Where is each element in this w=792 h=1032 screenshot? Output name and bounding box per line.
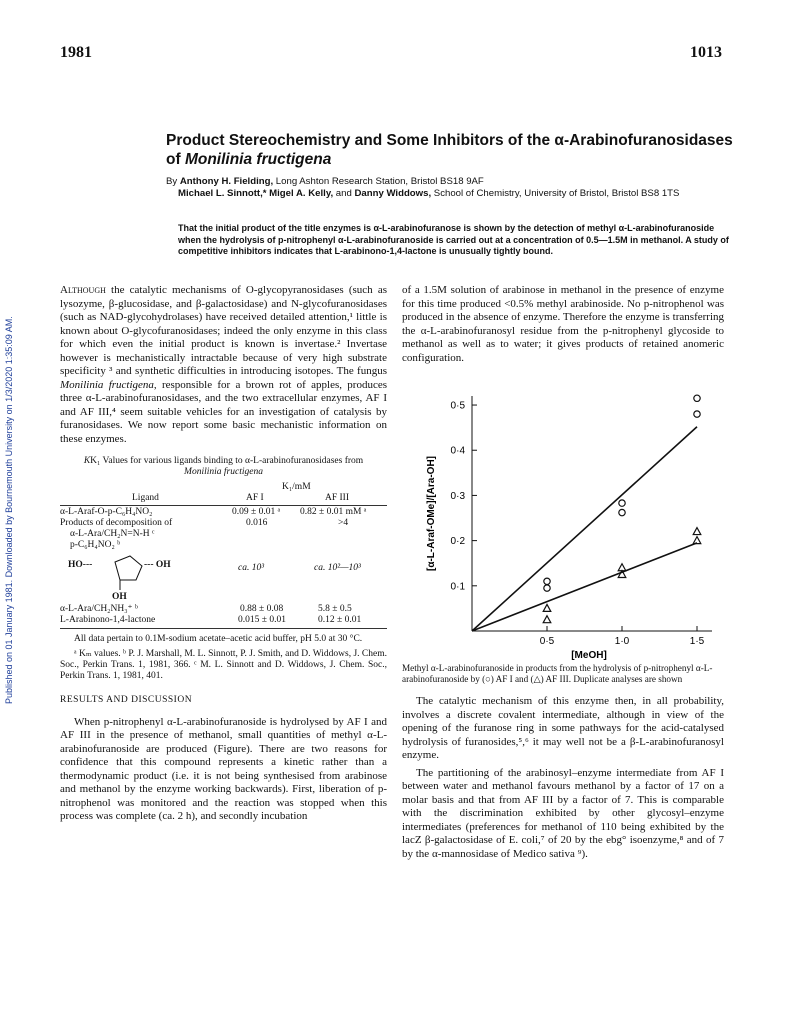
results-paragraph: When p-nitrophenyl α-L-arabinofuranoside is hydrolysed by AF I and AF III in the presence of methanol, small quantities of methyl α-L-arabinofuranoside are produced (Figure). There are two reasons for confidence that this compound represents a kinetic rather than a thermodynamic product (i.e. it is not being synthesised from arabinose and methanol by the enzyme working backwards). First, liberation of p-nitrophenol was monitored and the reaction was stopped when this process was complete (ca. 2 h), and secondly incubation (60, 715, 387, 822)
table-unit: K₁/mM (282, 482, 311, 492)
page-year: 1981 (60, 44, 92, 61)
table-cell: 5.8 ± 0.5 (318, 604, 352, 614)
figure-chart (402, 381, 722, 661)
y-tick-label: 0·4 (450, 445, 465, 457)
data-point-af1 (619, 509, 625, 515)
authors-block: By Anthony H. Fielding, Long Ashton Research Station, Bristol BS18 9AF Michael L. Sinnott,* Migel A. Kelly, and Danny Widdows, School of Chemistry, University of Bristol, Bristol BS8 1TS (166, 176, 680, 199)
table-footnotes: ᵃ Kₘ values. ᵇ P. J. Marshall, M. L. Sinnott, P. J. Smith, and D. Widdows, J. Chem. Soc., Perkin Trans. 1, 1981, 366. ᶜ M. L. Sinnott and D. Widdows, J. Chem. Soc., Perkin Trans. 1, 1981, 401. (60, 649, 387, 681)
left-column (60, 284, 387, 824)
col-ligand: Ligand (132, 493, 159, 503)
structure-label: --- OH (144, 560, 171, 570)
data-point-af1 (544, 585, 550, 591)
y-tick-label: 0·1 (450, 581, 465, 593)
table-cell: 0.09 ± 0.01 ᵃ (232, 507, 281, 517)
section-heading: RESULTS AND DISCUSSION (60, 695, 193, 705)
data-point-af3 (693, 537, 701, 544)
x-tick-label: 1·0 (614, 636, 630, 647)
structure-label: OH (112, 592, 127, 602)
data-point-af1 (619, 500, 625, 506)
fit-line-af-iii (472, 543, 697, 631)
data-point-af1 (694, 395, 700, 401)
table-cell: ca. 10³ (238, 563, 265, 573)
table-row: α-L-Ara/CH₂NH₃⁺ ᵇ (60, 604, 138, 614)
table-row: α-L-Ara/CH₂N=N-H ᶜ (70, 529, 155, 539)
fit-line-af-i (472, 427, 697, 631)
right-paragraph-1: of a 1.5M solution of arabinose in methanol in the presence of enzyme for this time produced <0.5% methyl arabinoside. No p-nitrophenol was produced in the absence of enzyme. Therefore the enzyme is transferring the α-L-arabinofuranosyl residue from the p-nitrophenyl glycoside to methanol as well as to water; it gives products of retained anomeric configuration. (402, 284, 724, 364)
table-row: α-L-Araf-O-p-C₆H₄NO₂ (60, 507, 153, 517)
table-row: p-C₆H₄NO₂ ᵇ (70, 540, 121, 550)
table-row: L-Arabinono-1,4-lactone (60, 615, 156, 625)
table-note: All data pertain to 0.1M-sodium acetate–acetic acid buffer, pH 5.0 at 30 °C. (74, 634, 363, 644)
right-paragraph-3: The partitioning of the arabinosyl–enzyme intermediate from AF I between water and methanol favours methanol by a factor of 17 on a molar basis and that from AF III by a factor of 7. This is comparable with the discrimination exhibited by other glycosyl–enzyme intermediates (preferences for methanol of 110 being exhibited by the lacZ β-galactosidase of E. coli,⁷ of 20 by the ebg° isoenzyme,⁸ and of 7 by the α-mannosidase of Medico sativa ⁹). (402, 766, 724, 860)
intro-paragraph: Although the catalytic mechanisms of O-glycopyranosidases (such as lysozyme, β-glucosidase, and β-galactosidase) and N-glycofuranosidases (such as NAD-glycohydrolases) have received detailed attention,¹ little is known about O-glycofuranosidases; indeed the only enzyme in this class for which even the initial product is known is invertase.² Invertase however is mechanistically intractable because of very high substrate specificity ³ and synthetic difficulties in introducing isotopes. The fungus Monilinia fructigena, responsible for a brown rot of apples, produces three α-L-arabinofuranosidases, and the two extracellular enzymes, AF I and AF III,⁴ seem suitable vehicles for an investigation of catalysis by furanosidases. We now report some basic mechanistic information on these enzymes. (60, 284, 388, 445)
y-tick-label: 0·2 (450, 536, 465, 548)
right-paragraph-2: The catalytic mechanism of this enzyme then, in all probability, involves a discrete covalent intermediate, although in view of the opening of the furanose ring in some pathways for the acid-catalysed hydrolysis of furanosides,⁵,⁶ it may well not be a β-L-arabinofuranosyl enzyme. (402, 695, 724, 761)
data-point-af3 (543, 616, 551, 623)
table-cell: ca. 10²—10³ (314, 563, 361, 573)
x-tick-label: 1·5 (689, 636, 705, 647)
table-cell: 0.88 ± 0.08 (240, 604, 284, 614)
ki-table (60, 482, 387, 632)
col-af1: AF I (246, 493, 264, 503)
table-caption: KK₁ Values for various ligands binding to α-L-arabinofuranosidases from Monilinia fructigena (83, 456, 364, 477)
data-point-af3 (693, 528, 701, 535)
table-cell: 0.016 (246, 518, 268, 528)
figure-caption: Methyl α-L-arabinofuranoside in products from the hydrolysis of p-nitrophenyl α-L-arabinofuranoside by (○) AF I and (△) AF III. Duplicate analyses are shown (402, 663, 713, 684)
download-watermark: Published on 01 January 1981. Downloaded by Bournemouth University on 1/3/2020 1:35:09 AM. (4, 316, 14, 704)
data-point-af3 (543, 604, 551, 611)
y-axis-label: [α-L-Araf-OMe]/[Ara-OH] (426, 455, 437, 572)
structure-label: HO--- (68, 560, 93, 570)
abstract: That the initial product of the title enzymes is α-L-arabinofuranose is shown by the detection of methyl α-L-arabinofuranoside when the hydrolysis of p-nitrophenyl α-L-arabinofuranoside is carried out at a concentration of 0.5—1.5M in methanol. A study of competitive inhibitors indicates that L-arabinono-1,4-lactone is unusually tightly bound. (178, 223, 729, 256)
table-cell: 0.015 ± 0.01 (238, 615, 286, 625)
y-tick-label: 0·5 (450, 400, 465, 412)
y-tick-label: 0·3 (450, 490, 465, 502)
table-cell: 0.82 ± 0.01 mM ᵃ (300, 507, 367, 517)
data-point-af1 (694, 411, 700, 417)
x-axis-label: [MeOH] (571, 650, 607, 661)
col-af3: AF III (325, 493, 350, 503)
x-tick-label: 0·5 (539, 636, 555, 647)
right-column (402, 284, 724, 861)
table-row: Products of decomposition of (60, 518, 173, 528)
article-title: Product Stereochemistry and Some Inhibitors of the α-Arabinofuranosidases of Monilinia fructigena (166, 132, 733, 168)
data-point-af1 (544, 578, 550, 584)
table-cell: 0.12 ± 0.01 (318, 615, 362, 625)
table-cell: >4 (338, 518, 349, 528)
page-number: 1013 (690, 44, 722, 61)
